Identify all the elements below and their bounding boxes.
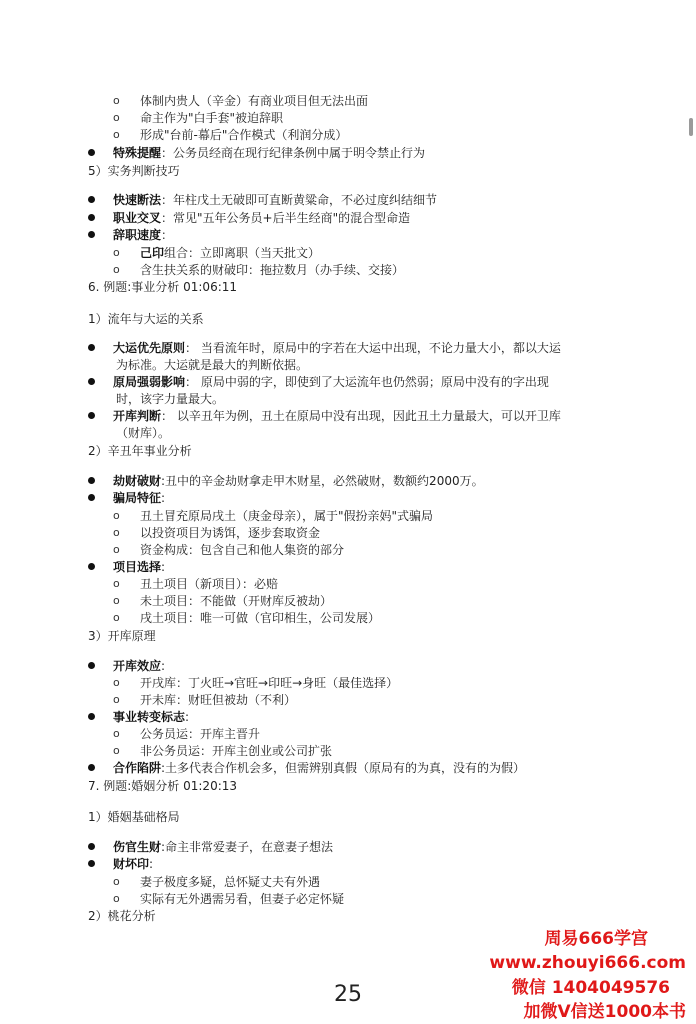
list-item: 劫财破财:丑中的辛金劫财拿走甲木财星，必然破财，数额约2000万。 [113, 474, 484, 488]
bullet-icon [88, 344, 95, 351]
section-heading: 3）开库原理 [88, 629, 156, 643]
bullet-icon [88, 563, 95, 570]
list-item: 非公务员运：开库主创业或公司扩张 [140, 744, 333, 758]
bullet-icon [88, 477, 95, 484]
circle-bullet-icon: o [113, 875, 120, 888]
section-heading: 2）桃花分析 [88, 909, 156, 923]
circle-bullet-icon: o [113, 676, 120, 689]
bullet-icon [88, 214, 95, 221]
bullet-icon [88, 662, 95, 669]
list-item: 命主作为"白手套"被迫辞职 [140, 111, 284, 125]
list-item: 骗局特征: [113, 491, 166, 505]
list-item: 职业交叉：常见"五年公务员+后半生经商"的混合型命造 [113, 211, 411, 225]
bullet-icon [88, 494, 95, 501]
circle-bullet-icon: o [113, 263, 120, 276]
circle-bullet-icon: o [113, 594, 120, 607]
list-item: 未土项目：不能做（开财库反被劫） [140, 594, 333, 608]
section-heading: 1）婚姻基础格局 [88, 810, 180, 824]
circle-bullet-icon: o [113, 611, 120, 624]
list-item: 资金构成：包含自己和他人集资的部分 [140, 543, 345, 557]
bullet-icon [88, 860, 95, 867]
circle-bullet-icon: o [113, 128, 120, 141]
section-heading: 2）辛丑年事业分析 [88, 444, 192, 458]
list-item: 体制内贵人（辛金）有商业项目但无法出面 [140, 94, 369, 108]
circle-bullet-icon: o [113, 727, 120, 740]
list-item: 公务员运：开库主晋升 [140, 727, 261, 741]
bullet-icon [88, 378, 95, 385]
list-item-continuation: （财库）。 [116, 426, 171, 440]
list-item: 伤官生财:命主非常爱妻子，在意妻子想法 [113, 840, 334, 854]
page-number: 25 [334, 982, 362, 1007]
bullet-icon [88, 764, 95, 771]
watermark-url: www.zhouyi666.com [489, 953, 686, 973]
list-item: 丑土冒充原局戌土（庚金母亲），属于"假扮亲妈"式骗局 [140, 509, 434, 523]
circle-bullet-icon: o [113, 509, 120, 522]
list-item-continuation: 为标准。大运就是最大的判断依据。 [116, 358, 309, 372]
list-item: 形成"台前-幕后"合作模式（利润分成） [140, 128, 348, 142]
bullet-icon [88, 843, 95, 850]
circle-bullet-icon: o [113, 246, 120, 259]
list-item: 以投资项目为诱饵，逐步套取资金 [140, 526, 321, 540]
list-item: 实际有无外遇需另看，但妻子必定怀疑 [140, 892, 345, 906]
list-item: 开戌库：丁火旺→官旺→印旺→身旺（最佳选择） [140, 676, 399, 690]
circle-bullet-icon: o [113, 111, 120, 124]
list-item: 丑土项目（新项目）：必赔 [140, 577, 279, 591]
list-item: 项目选择: [113, 560, 166, 574]
list-item: 合作陷阱:土多代表合作机会多，但需辨别真假（原局有的为真，没有的为假） [113, 761, 526, 775]
circle-bullet-icon: o [113, 94, 120, 107]
list-item: 财坏印: [113, 857, 154, 871]
list-item: 开库效应: [113, 659, 166, 673]
list-item: 辞职速度： [113, 228, 174, 242]
circle-bullet-icon: o [113, 744, 120, 757]
circle-bullet-icon: o [113, 526, 120, 539]
section-heading: 1）流年与大运的关系 [88, 312, 204, 326]
circle-bullet-icon: o [113, 577, 120, 590]
list-item: 原局强弱影响： 原局中弱的字，即使到了大运流年也仍然弱；原局中没有的字出现 [113, 375, 549, 389]
list-item: 事业转变标志: [113, 710, 190, 724]
list-item-continuation: 时，该字力量最大。 [116, 392, 225, 406]
list-item: 开未库：财旺但被劫（不利） [140, 693, 297, 707]
bullet-icon [88, 231, 95, 238]
list-item: 含生扶关系的财破印：拖拉数月（办手续、交接） [140, 263, 405, 277]
list-item: 妻子极度多疑，总怀疑丈夫有外遇 [140, 875, 321, 889]
example-heading: 7. 例题:婚姻分析 01:20:13 [88, 779, 238, 793]
list-item: 大运优先原则： 当看流年时，原局中的字若在大运中出现，不论力量大小，都以大运 [113, 341, 561, 355]
list-item: 快速断法：年柱戊土无破即可直断黄粱命，不必过度纠结细节 [113, 193, 438, 207]
list-item: 戌土项目：唯一可做（官印相生，公司发展） [140, 611, 381, 625]
watermark-wechat: 微信 1404049576 [511, 978, 670, 998]
circle-bullet-icon: o [113, 543, 120, 556]
circle-bullet-icon: o [113, 693, 120, 706]
section-heading: 5）实务判断技巧 [88, 164, 180, 178]
list-item: 开库判断： 以辛丑年为例，丑土在原局中没有出现，因此丑土力量最大，可以开卫库 [113, 409, 561, 423]
list-item: 特殊提醒：公务员经商在现行纪律条例中属于明令禁止行为 [113, 146, 426, 160]
bullet-icon [88, 713, 95, 720]
scrollbar-thumb[interactable] [689, 118, 693, 136]
list-item: 己印组合：立即离职（当天批文） [140, 246, 321, 260]
bullet-icon [88, 412, 95, 419]
circle-bullet-icon: o [113, 892, 120, 905]
example-heading: 6. 例题:事业分析 01:06:11 [88, 280, 238, 294]
bullet-icon [88, 149, 95, 156]
watermark-title: 周易666学宫 [544, 929, 648, 949]
watermark-promo: 加微V信送1000本书 [523, 1002, 686, 1022]
bullet-icon [88, 196, 95, 203]
